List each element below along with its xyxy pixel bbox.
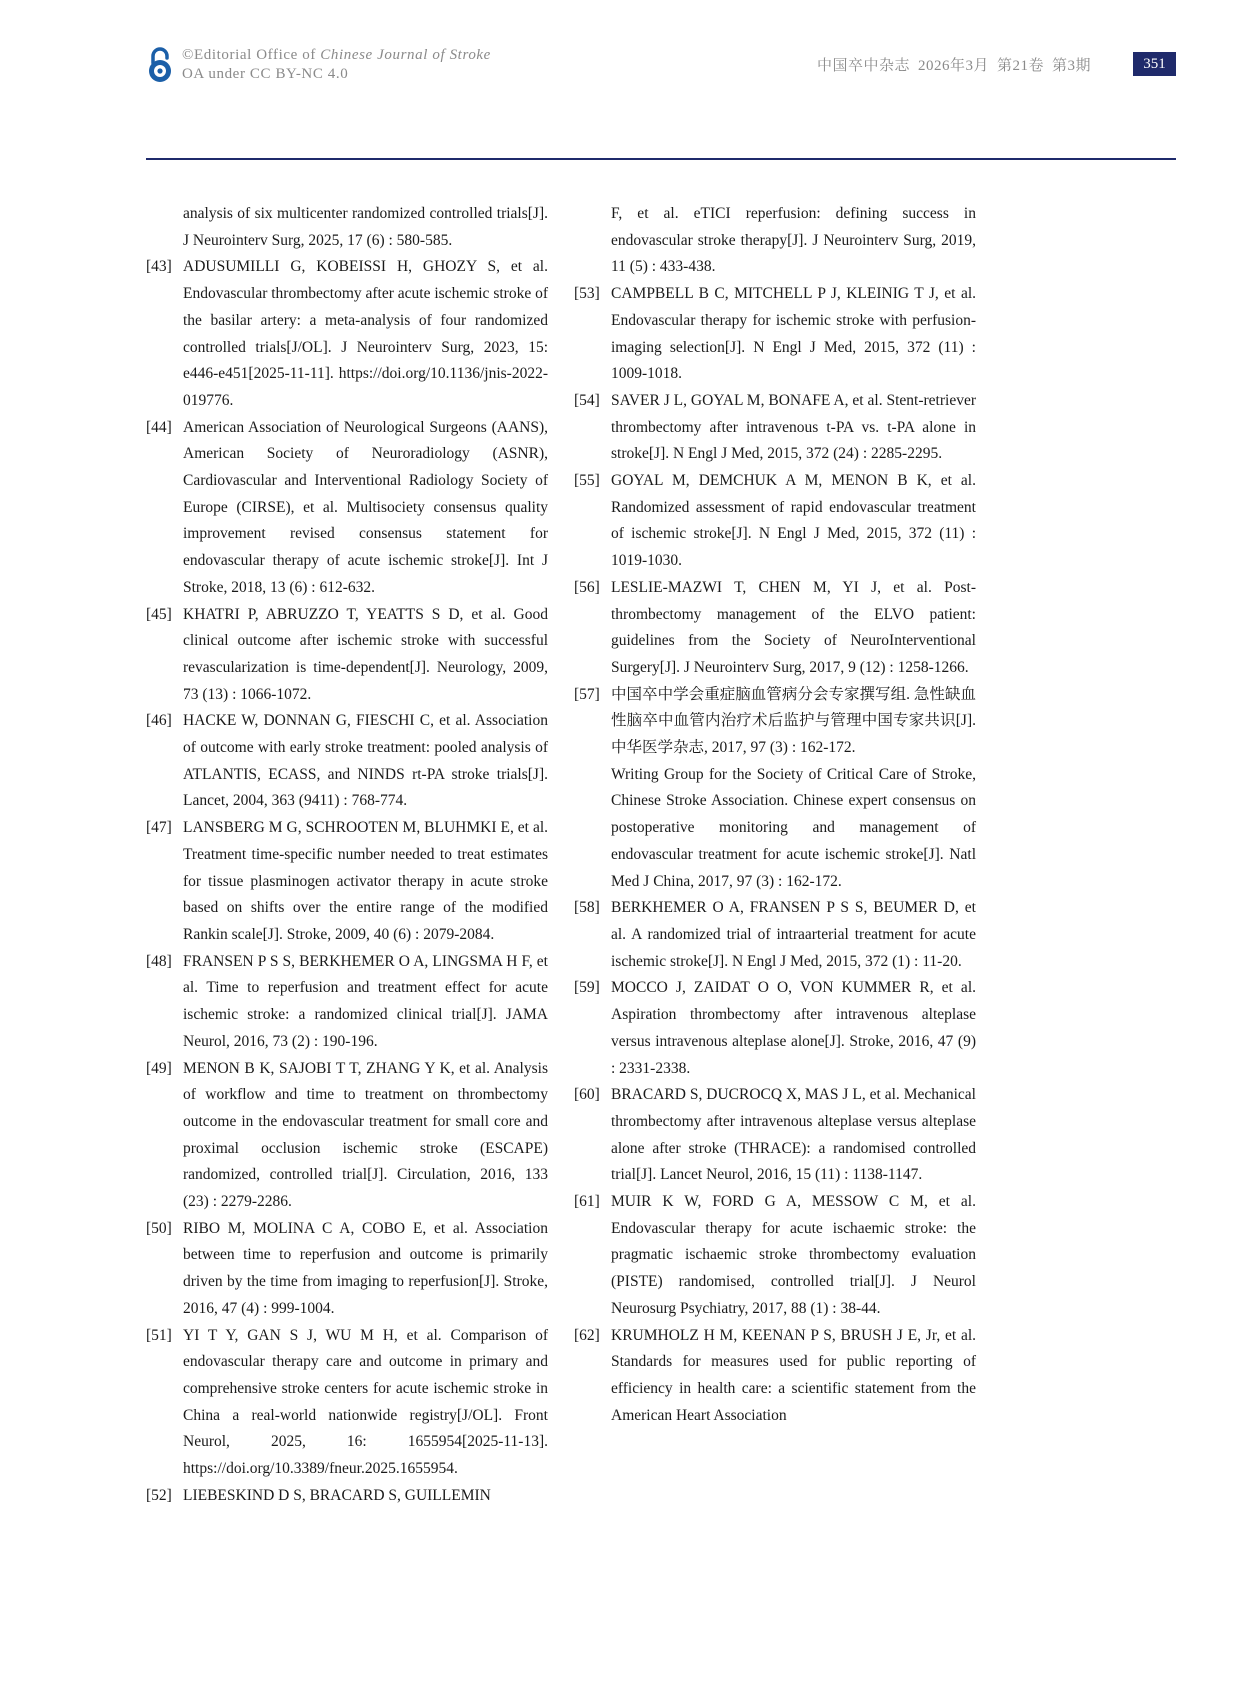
- reference-58: [574, 895, 976, 975]
- reference-text: MENON B K, SAJOBI T T, ZHANG Y K, et al. Analysis of workflow and time to treatment on thrombectomy outcome in the endovascular treatment for small core and proximal occlusion ischemic stroke (ESCAPE) randomized, controlled trial[J]. Circulation, 2016, 133 (23) : 2279-2286.: [183, 1059, 548, 1211]
- reference-number: [46]: [146, 712, 172, 730]
- reference-continuation: F, et al. eTICI reperfusion: defining success in endovascular stroke therapy[J]. J Neurointerv Surg, 2019, 11 (5) : 433-438.: [611, 205, 976, 276]
- reference-number: [60]: [574, 1086, 600, 1104]
- reference-number: [48]: [146, 952, 172, 970]
- reference-60: [574, 1082, 976, 1189]
- reference-number: [57]: [574, 685, 600, 703]
- reference-number: [55]: [574, 472, 600, 490]
- reference-text: KHATRI P, ABRUZZO T, YEATTS S D, et al. Good clinical outcome after ischemic stroke with successful revascularization is time-dependent[J]. Neurology, 2009, 73 (13) : 1066-1072.: [183, 605, 548, 703]
- reference-number: [44]: [146, 418, 172, 436]
- reference-number: [47]: [146, 819, 172, 837]
- reference-text: BRACARD S, DUCROCQ X, MAS J L, et al. Mechanical thrombectomy after intravenous alteplase versus alteplase alone after stroke (THRACE): a randomised controlled trial[J]. Lancet Neurol, 2016, 15 (11) : 1138-1147.: [611, 1086, 976, 1184]
- reference-number: [59]: [574, 979, 600, 997]
- reference-62: [574, 1323, 976, 1430]
- license-prefix: ©Editorial Office of: [182, 47, 321, 63]
- references-right-column: [574, 201, 976, 1429]
- reference-text: YI T Y, GAN S J, WU M H, et al. Comparison of endovascular therapy care and outcome in primary and comprehensive stroke centers for acute ischemic stroke in China a real-world nationwide registry[J/OL]. Front Neurol, 2025, 16: 1655954[2025-11-13]. https://doi.org/10.3389/fneur.2025.1655954.: [183, 1326, 548, 1478]
- open-access-lock-icon: [146, 46, 174, 84]
- page-header: [0, 0, 1241, 160]
- reference-53: [574, 281, 976, 388]
- header-divider: [146, 158, 1176, 160]
- reference-50: [146, 1216, 548, 1323]
- reference-text: LESLIE-MAZWI T, CHEN M, YI J, et al. Post-thrombectomy management of the ELVO patient: guidelines from the Society of NeuroInterventional Surgery[J]. J Neurointerv Surg, 2017, 9 (12) : 1258-1266.: [611, 578, 976, 676]
- reference-text: KRUMHOLZ H M, KEENAN P S, BRUSH J E, Jr, et al. Standards for measures used for public reporting of efficiency in health care: a scientific statement from the American Heart Association: [611, 1326, 976, 1424]
- reference-text: ADUSUMILLI G, KOBEISSI H, GHOZY S, et al. Endovascular thrombectomy after acute ischemic stroke of the basilar artery: a meta-analysis of four randomized controlled trials[J/OL]. J Neurointerv Surg, 2023, 15: e446-e451[2025-11-11]. https://doi.org/10.1136/jnis-2022-019776.: [183, 258, 548, 409]
- reference-48: [146, 949, 548, 1056]
- reference-text: American Association of Neurological Surgeons (AANS), American Society of Neuroradiology (ASNR), Cardiovascular and Interventional Radiology Society of Europe (CIRSE), et al. Multisociety consensus quality improvement revised consensus statement for endovascular therapy of acute ischemic stroke[J]. Int J Stroke, 2018, 13 (6) : 612-632.: [183, 418, 548, 596]
- reference-61: [574, 1189, 976, 1323]
- reference-54: [574, 388, 976, 468]
- reference-text: GOYAL M, DEMCHUK A M, MENON B K, et al. Randomized assessment of rapid endovascular treatment of ischemic stroke[J]. N Engl J Med, 2015, 372 (11) : 1019-1030.: [611, 472, 976, 570]
- reference-number: [56]: [574, 578, 600, 596]
- reference-text: BERKHEMER O A, FRANSEN P S S, BEUMER D, et al. A randomized trial of intraarterial treatment for acute ischemic stroke[J]. N Engl J Med, 2015, 372 (1) : 11-20.: [611, 899, 976, 970]
- reference-45: [146, 602, 548, 709]
- reference-text: CAMPBELL B C, MITCHELL P J, KLEINIG T J, et al. Endovascular therapy for ischemic stroke with perfusion-imaging selection[J]. N Engl J Med, 2015, 372 (11) : 1009-1018.: [611, 285, 976, 383]
- reference-number: [52]: [146, 1486, 172, 1504]
- reference-57: [574, 682, 976, 896]
- reference-51: [146, 1323, 548, 1483]
- license-notice: [182, 46, 491, 84]
- reference-text: LANSBERG M G, SCHROOTEN M, BLUHMKI E, et al. Treatment time-specific number needed to treat estimates for tissue plasminogen activator therapy in acute stroke based on shifts over the entire range of the modified Rankin scale[J]. Stroke, 2009, 40 (6) : 2079-2084.: [183, 819, 548, 943]
- reference-49: [146, 1056, 548, 1216]
- reference-number: [50]: [146, 1219, 172, 1237]
- reference-46: [146, 708, 548, 815]
- reference-text: SAVER J L, GOYAL M, BONAFE A, et al. Stent-retriever thrombectomy after intravenous t-PA vs. t-PA alone in stroke[J]. N Engl J Med, 2015, 372 (24) : 2285-2295.: [611, 391, 976, 463]
- reference-number: [45]: [146, 605, 172, 623]
- reference-text-english: Writing Group for the Society of Critical Care of Stroke, Chinese Stroke Association. Chinese expert consensus on postoperative monitoring and management of endovascular treatment for acute ischemic stroke[J]. Natl Med J China, 2017, 97 (3) : 162-172.: [611, 765, 976, 890]
- reference-56: [574, 575, 976, 682]
- issue-date: 2026年3月: [917, 58, 989, 74]
- reference-number: [61]: [574, 1193, 600, 1211]
- journal-running-head: [809, 54, 1091, 75]
- reference-text: LIEBESKIND D S, BRACARD S, GUILLEMIN: [183, 1486, 491, 1504]
- journal-title-english: Chinese Journal of Stroke: [320, 47, 491, 63]
- reference-number: [53]: [574, 285, 600, 303]
- reference-number: [43]: [146, 258, 172, 276]
- reference-number: [49]: [146, 1059, 172, 1077]
- reference-text-chinese: 中国卒中学会重症脑血管病分会专家撰写组. 急性缺血性脑卒中血管内治疗术后监护与管理中国专家共识[J]. 中华医学杂志, 2017, 97 (3) : 162-172.: [611, 685, 976, 757]
- reference-number: [58]: [574, 899, 600, 917]
- license-cc: OA under CC BY-NC 4.0: [182, 66, 349, 82]
- reference-52: [146, 1483, 548, 1510]
- reference-continuation: analysis of six multicenter randomized controlled trials[J]. J Neurointerv Surg, 2025, 17 (6) : 580-585.: [183, 205, 548, 249]
- reference-text: MOCCO J, ZAIDAT O O, VON KUMMER R, et al. Aspiration thrombectomy after intravenous alteplase versus intravenous alteplase alone[J]. Stroke, 2016, 47 (9) : 2331-2338.: [611, 979, 976, 1077]
- reference-text: MUIR K W, FORD G A, MESSOW C M, et al. Endovascular therapy for acute ischaemic stroke: the pragmatic ischaemic stroke thrombectomy evaluation (PISTE) randomised, controlled trial[J]. J Neurol Neurosurg Psychiatry, 2017, 88 (1) : 38-44.: [611, 1193, 976, 1317]
- reference-43: [146, 254, 548, 414]
- reference-47: [146, 815, 548, 949]
- issue: 第3期: [1051, 58, 1091, 74]
- references-left-column: [146, 201, 548, 1509]
- reference-number: [51]: [146, 1326, 172, 1344]
- reference-text: HACKE W, DONNAN G, FIESCHI C, et al. Association of outcome with early stroke treatment: pooled analysis of ATLANTIS, ECASS, and NINDS rt-PA stroke trials[J]. Lancet, 2004, 363 (9411) : 768-774.: [183, 712, 548, 810]
- journal-name: 中国卒中杂志: [816, 58, 910, 74]
- reference-number: [54]: [574, 391, 600, 409]
- reference-59: [574, 975, 976, 1082]
- page-number-badge: 351: [1133, 52, 1176, 76]
- reference-number: [62]: [574, 1326, 600, 1344]
- reference-44: [146, 415, 548, 602]
- volume: 第21卷: [996, 58, 1044, 74]
- reference-55: [574, 468, 976, 575]
- reference-text: FRANSEN P S S, BERKHEMER O A, LINGSMA H F, et al. Time to reperfusion and treatment effect for acute ischemic stroke: a randomized clinical trial[J]. JAMA Neurol, 2016, 73 (2) : 190-196.: [183, 952, 548, 1050]
- reference-text: RIBO M, MOLINA C A, COBO E, et al. Association between time to reperfusion and outcome is primarily driven by the time from imaging to reperfusion[J]. Stroke, 2016, 47 (4) : 999-1004.: [183, 1219, 548, 1317]
